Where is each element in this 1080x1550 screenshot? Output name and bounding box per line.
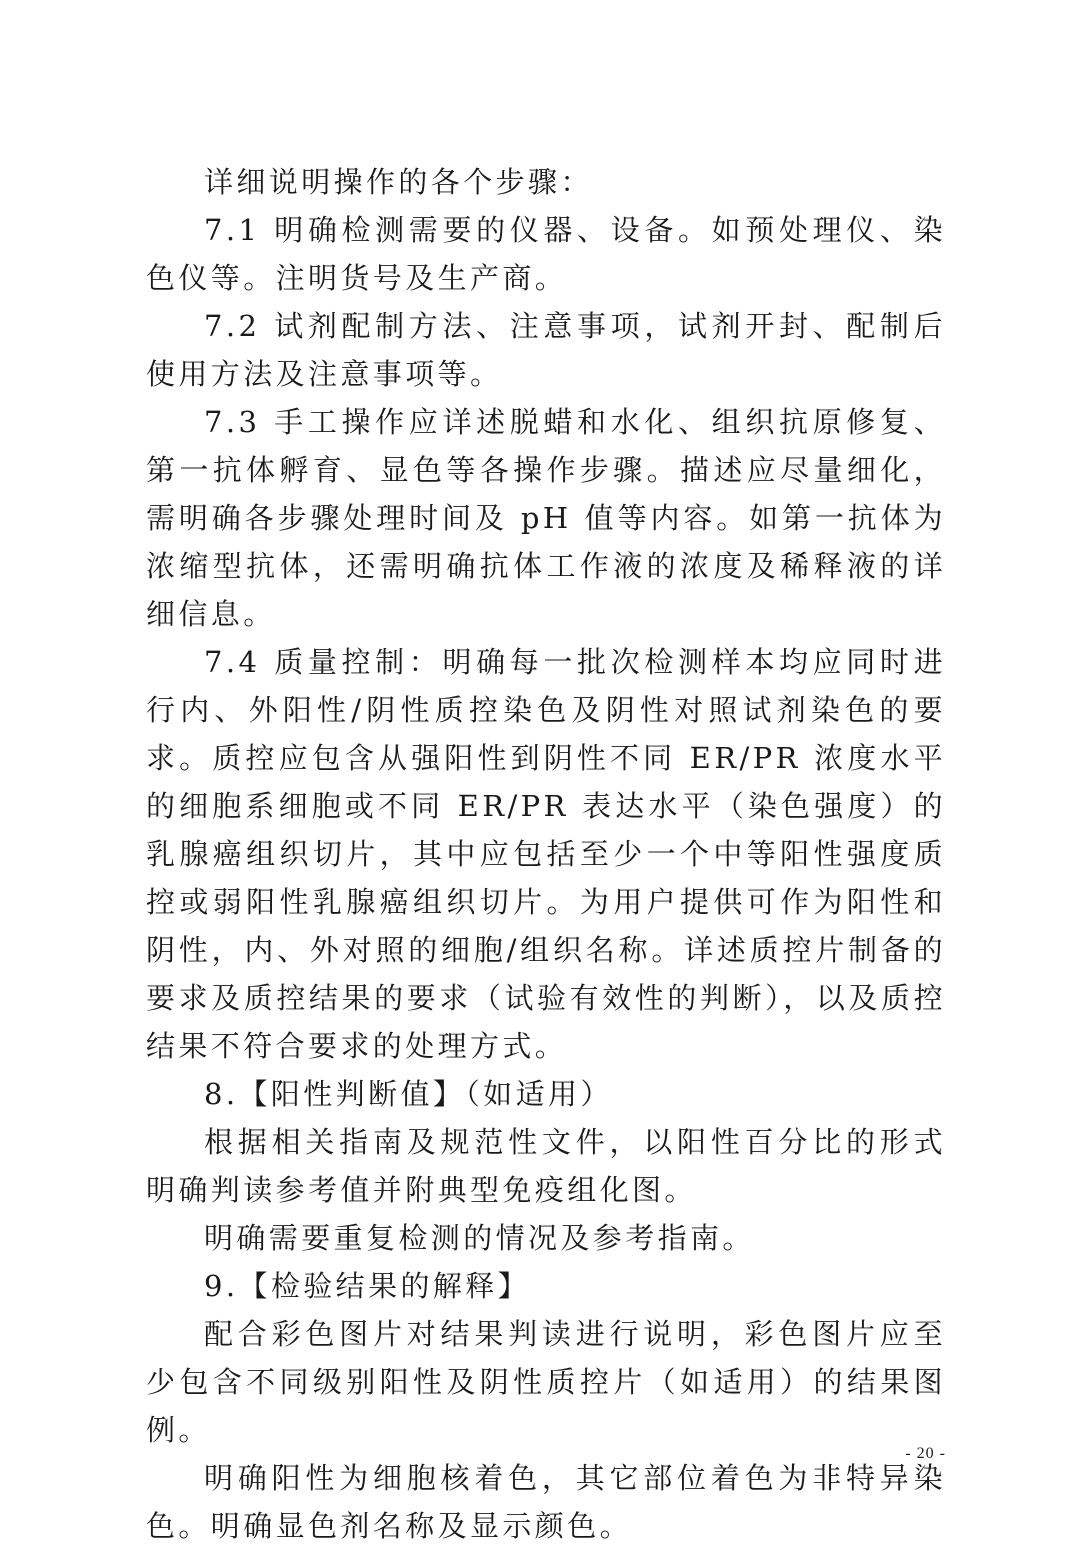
heading-section-9: 9.【检验结果的解释】	[204, 1269, 531, 1303]
paragraph-7-2: 7.2 试剂配制方法、注意事项，试剂开封、配制后使用方法及注意事项等。	[146, 309, 946, 391]
paragraph-9-positive: 明确阳性为细胞核着色，其它部位着色为非特异染色。明确显色剂名称及显示颜色。	[146, 1461, 946, 1543]
paragraph-9-images: 配合彩色图片对结果判读进行说明，彩色图片应至少包含不同级别阳性及阴性质控片（如适用）的结果图例。	[146, 1317, 946, 1447]
document-body	[146, 158, 946, 1550]
paragraph-7-1: 7.1 明确检测需要的仪器、设备。如预处理仪、染色仪等。注明货号及生产商。	[146, 213, 946, 295]
paragraph-7-4: 7.4 质量控制：明确每一批次检测样本均应同时进行内、外阳性/阴性质控染色及阴性对照试剂染色的要求。质控应包含从强阳性到阴性不同 ER/PR 浓度水平的细胞系细胞或不同 ER/PR 表达水平（染色强度）的乳腺癌组织切片，其中应包括至少一个中等阳性强度质控或弱阳性乳腺癌组织切片。为用户提供可作为阳性和阴性，内、外对照的细胞/组织名称。详述质控片制备的要求及质控结果的要求（试验有效性的判断），以及质控结果不符合要求的处理方式。	[146, 645, 946, 1063]
paragraph-steps-intro: 详细说明操作的各个步骤：	[204, 165, 593, 199]
paragraph-8-repeat: 明确需要重复检测的情况及参考指南。	[204, 1221, 755, 1255]
paragraph-7-3: 7.3 手工操作应详述脱蜡和水化、组织抗原修复、第一抗体孵育、显色等各操作步骤。描述应尽量细化，需明确各步骤处理时间及 pH 值等内容。如第一抗体为浓缩型抗体，还需明确抗体工作液的浓度及稀释液的详细信息。	[146, 405, 946, 631]
page-number: - 20 -	[905, 1445, 946, 1462]
paragraph-8-reference: 根据相关指南及规范性文件，以阳性百分比的形式明确判读参考值并附典型免疫组化图。	[146, 1125, 946, 1207]
heading-section-8: 8.【阳性判断值】（如适用）	[204, 1077, 613, 1111]
